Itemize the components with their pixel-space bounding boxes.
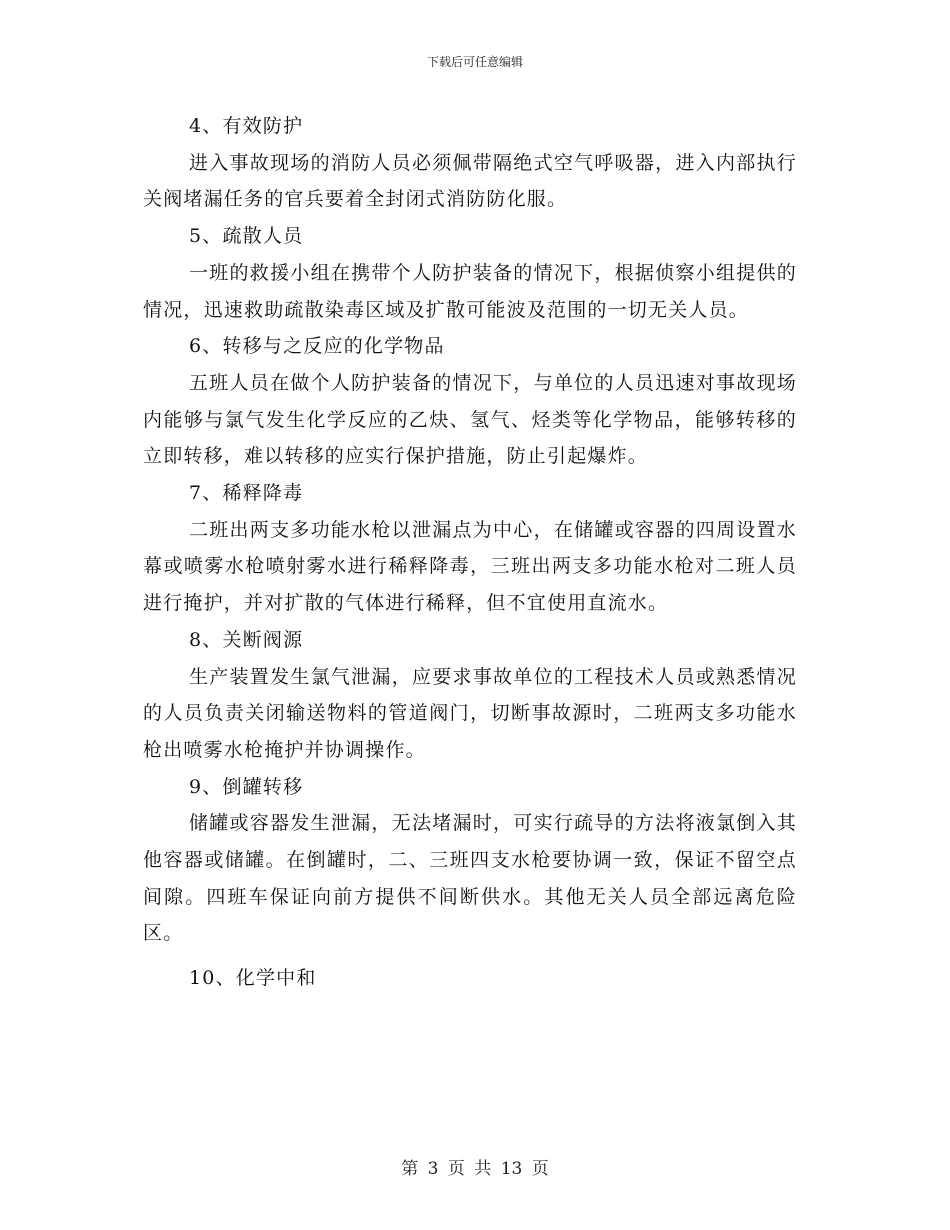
section-heading: 6、转移与之反应的化学物品 [189,335,445,358]
section-heading: 10、化学中和 [189,967,317,990]
document-body [143,108,797,997]
section-paragraph: 生产装置发生氯气泄漏，应要求事故单位的工程技术人员或熟悉情况的人员负责关闭输送物料的管道阀门，切断事故源时，二班两支多功能水枪出喷雾水枪掩护并协调操作。 [143,665,797,761]
section-heading: 5、疏散人员 [189,225,304,248]
section-paragraph: 二班出两支多功能水枪以泄漏点为中心，在储罐或容器的四周设置水幕或喷雾水枪喷射雾水进行稀释降毒，三班出两支多功能水枪对二班人员进行掩护，并对扩散的气体进行稀释，但不宜使用直流水。 [143,518,797,615]
page-number-footer: 第 3 页 共 13 页 [401,1159,549,1179]
page-header-note: 下载后可任意编辑 [426,55,523,69]
section-heading: 8、关断阀源 [189,628,304,651]
section-heading: 4、有效防护 [189,115,304,137]
section-paragraph: 五班人员在做个人防护装备的情况下，与单位的人员迅速对事故现场内能够与氯气发生化学反应的乙炔、氢气、烃类等化学物品，能够转移的立即转移，难以转移的应实行保护措施，防止引起爆炸。 [143,371,797,468]
section-paragraph: 一班的救援小组在携带个人防护装备的情况下，根据侦察小组提供的情况，迅速救助疏散染毒区域及扩散可能波及范围的一切无关人员。 [143,261,797,321]
section-heading: 7、稀释降毒 [189,482,304,505]
section-heading: 9、倒罐转移 [189,775,304,798]
section-paragraph: 储罐或容器发生泄漏，无法堵漏时，可实行疏导的方法将液氯倒入其他容器或储罐。在倒罐时，二、三班四支水枪要协调一致，保证不留空点间隙。四班车保证向前方提供不间断供水。其他无关人员全部远离危险区。 [143,812,797,945]
section-paragraph: 进入事故现场的消防人员必须佩带隔绝式空气呼吸器，进入内部执行关阀堵漏任务的官兵要着全封闭式消防防化服。 [143,151,797,211]
